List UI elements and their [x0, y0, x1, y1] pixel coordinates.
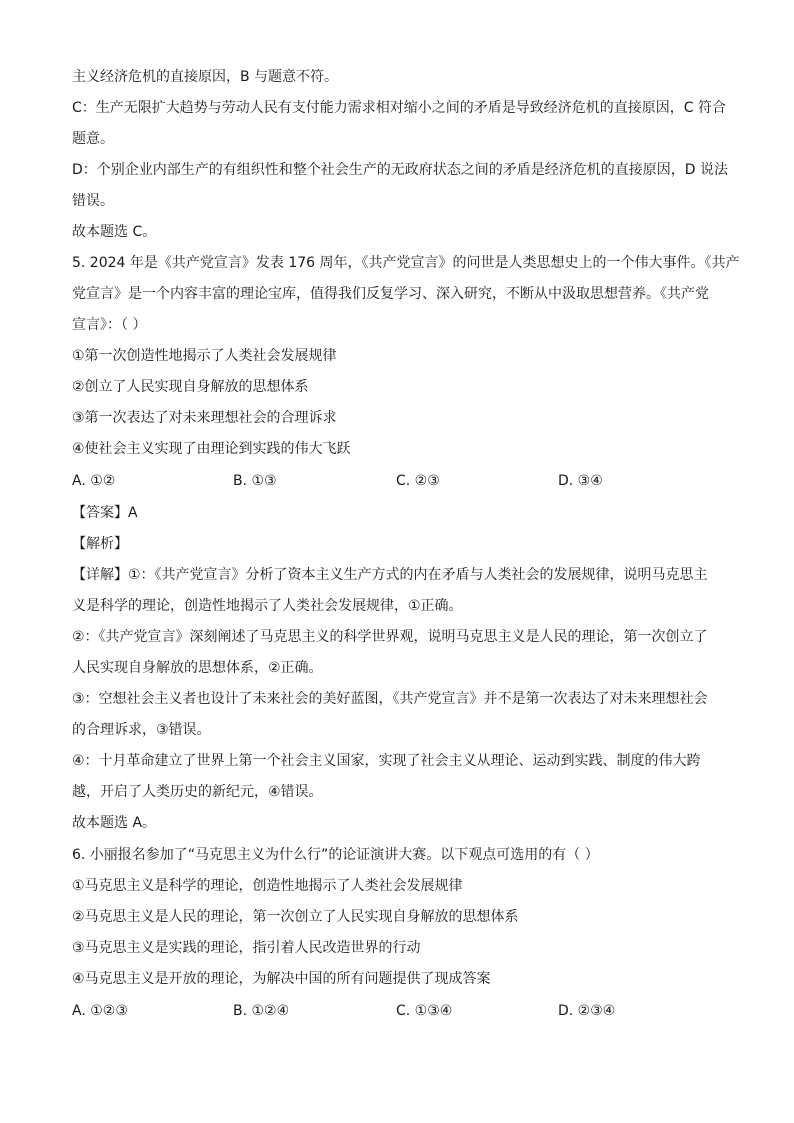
answer-line: 【答案】A	[72, 505, 138, 521]
text-line: C：生产无限扩大趋势与劳动人民有支付能力需求相对缩小之间的矛盾是导致经济危机的直接原因，C 符合	[72, 100, 726, 116]
statement-item: ④马克思主义是开放的理论，为解决中国的所有问题提供了现成答案	[72, 971, 491, 987]
analysis-line: 的合理诉求，③错误。	[72, 722, 211, 738]
question-5-stem: 党宣言》是一个内容丰富的理论宝库，值得我们反复学习、深入研究，不断从中汲取思想营养。《共产党	[72, 286, 709, 302]
question-6-stem: 6. 小丽报名参加了“马克思主义为什么行”的论证演讲大赛。以下观点可选用的有（ ）	[72, 847, 599, 863]
option-c: C. ②③	[396, 473, 440, 489]
option-b: B. ①③	[233, 473, 277, 489]
text-line: 主义经济危机的直接原因，B 与题意不符。	[72, 69, 339, 85]
analysis-heading: 【解析】	[72, 536, 128, 552]
option-c: C. ①③④	[396, 1003, 453, 1019]
text-line: 故本题选 C。	[72, 224, 157, 240]
statement-item: ①第一次创造性地揭示了人类社会发展规律	[72, 348, 337, 364]
analysis-line: 义是科学的理论，创造性地揭示了人类社会发展规律，①正确。	[72, 598, 463, 614]
question-5-stem: 宣言》：（ ）	[72, 317, 147, 333]
question-5-options	[72, 471, 722, 491]
question-5-stem: 5. 2024 年是《共产党宣言》发表 176 周年，《共产党宣言》的问世是人类思想史上的一个伟大事件。《共产	[72, 255, 740, 271]
option-d: D. ③④	[558, 473, 603, 489]
statement-item: ①马克思主义是科学的理论，创造性地揭示了人类社会发展规律	[72, 878, 463, 894]
option-a: A. ①②③	[72, 1003, 128, 1019]
analysis-line: 越，开启了人类历史的新纪元，④错误。	[72, 784, 323, 800]
statement-item: ②创立了人民实现自身解放的思想体系	[72, 379, 309, 395]
text-line: 题意。	[72, 131, 114, 147]
statement-item: ③马克思主义是实践的理论，指引着人民改造世界的行动	[72, 940, 421, 956]
analysis-line: ③：空想社会主义者也设计了未来社会的美好蓝图，《共产党宣言》并不是第一次表达了对未来理想社会	[72, 691, 708, 707]
option-a: A. ①②	[72, 473, 116, 489]
statement-item: ④使社会主义实现了由理论到实践的伟大飞跃	[72, 441, 351, 457]
question-6-options	[72, 1001, 722, 1021]
option-b: B. ①②④	[233, 1003, 290, 1019]
text-line: D：个别企业内部生产的有组织性和整个社会生产的无政府状态之间的矛盾是经济危机的直接原因，D 说法	[72, 162, 729, 178]
statement-item: ③第一次表达了对未来理想社会的合理诉求	[72, 410, 337, 426]
analysis-line: ②：《共产党宣言》深刻阐述了马克思主义的科学世界观，说明马克思主义是人民的理论，第一次创立了	[72, 629, 708, 645]
analysis-line: 人民实现自身解放的思想体系，②正确。	[72, 660, 323, 676]
text-line: 故本题选 A。	[72, 815, 157, 831]
option-d: D. ②③④	[558, 1003, 616, 1019]
analysis-line: ④：十月革命建立了世界上第一个社会主义国家，实现了社会主义从理论、运动到实践、制度的伟大跨	[72, 753, 701, 769]
text-line: 错误。	[72, 193, 114, 209]
analysis-line: 【详解】①：《共产党宣言》分析了资本主义生产方式的内在矛盾与人类社会的发展规律，说明马克思主	[72, 567, 708, 583]
statement-item: ②马克思主义是人民的理论，第一次创立了人民实现自身解放的思想体系	[72, 909, 519, 925]
